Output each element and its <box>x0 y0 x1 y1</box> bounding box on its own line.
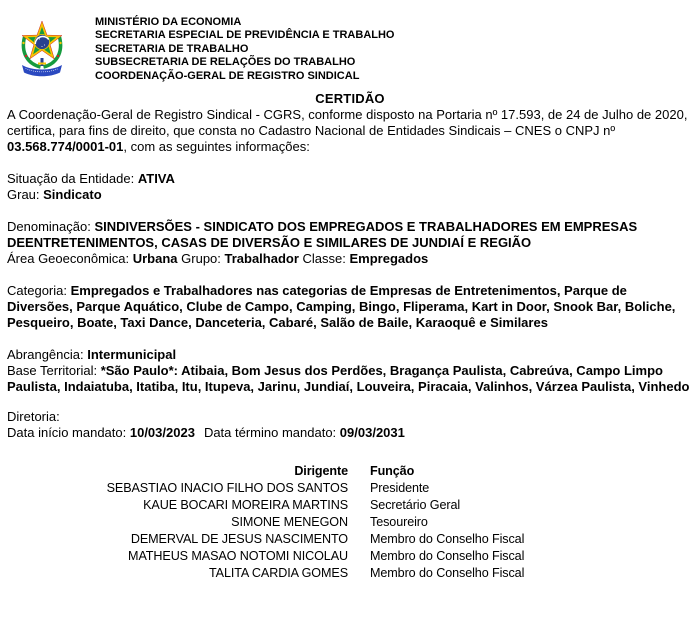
denominacao-label: Denominação: <box>7 219 95 235</box>
column-header-dirigente: Dirigente <box>294 464 348 479</box>
entity-status-block <box>7 171 693 203</box>
categoria-label: Categoria: <box>7 283 71 299</box>
dirigente-name: SIMONE MENEGON <box>231 515 348 530</box>
mandato-termino-value: 09/03/2031 <box>339 425 405 441</box>
base-territorial-value: *São Paulo*: Atibaia, Bom Jesus dos Perdões, Bragança Paulista, Cabreúva, Campo Limpo Paulista, Indaiatuba, Itatiba, Itu, Itupeva, Jarinu, Jundiaí, Louveira, Piracaia, Valinhos, Várzea Paulista, Vinhedo <box>7 363 690 395</box>
dirigente-role: Secretário Geral <box>370 498 461 513</box>
dirigente-role: Membro do Conselho Fiscal <box>370 532 525 547</box>
dirigente-name: TALITA CARDIA GOMES <box>209 566 348 581</box>
grau-label: Grau: <box>7 187 44 203</box>
mandate-dates-row <box>7 425 693 441</box>
situacao-label: Situação da Entidade: <box>7 171 138 187</box>
ministry-line-1: MINISTÉRIO DA ECONOMIA <box>95 16 242 28</box>
cnpj-value: 03.568.774/0001-01 <box>7 139 124 155</box>
dirigente-role: Membro do Conselho Fiscal <box>370 549 525 564</box>
intro-paragraph <box>7 107 693 155</box>
ministry-line-5: COORDENAÇÃO-GERAL DE REGISTRO SINDICAL <box>95 69 360 82</box>
dirigente-name: SEBASTIAO INACIO FILHO DOS SANTOS <box>106 481 348 496</box>
categoria-row <box>7 283 693 331</box>
categoria-value: Empregados e Trabalhadores nas categorias de Empresas de Entretenimentos, Parque de Diversões, Parque Aquático, Clube de Campo, Camping, Bingo, Fliperama, Kart in Door, Snook Bar, Boliche, Pesqueiro, Boate, Taxi Dance, Danceteria, Cabaré, Salão de Baile, Karaoquê e Similares <box>7 283 676 331</box>
grau-row <box>7 187 693 203</box>
dirigente-name: MATHEUS MASAO NOTOMI NICOLAU <box>128 549 348 564</box>
board-table-header <box>7 463 693 480</box>
base-territorial-label: Base Territorial: <box>7 363 101 379</box>
base-territorial-row <box>7 363 693 395</box>
dirigente-name: KAUE BOCARI MOREIRA MARTINS <box>143 498 348 513</box>
classe-value: Empregados <box>349 251 429 267</box>
ministry-title-block <box>95 14 394 83</box>
classe-label: Classe: <box>298 251 350 267</box>
document-header <box>0 0 700 83</box>
denomination-block <box>7 219 693 267</box>
coverage-block <box>7 347 693 395</box>
abrangencia-row <box>7 347 693 363</box>
abrangencia-value: Intermunicipal <box>87 347 177 363</box>
abrangencia-label: Abrangência: <box>7 347 88 363</box>
grupo-value: Trabalhador <box>224 251 299 267</box>
mandato-inicio-value: 10/03/2023 <box>129 425 195 441</box>
column-header-funcao: Função <box>370 464 415 479</box>
category-block <box>7 283 693 331</box>
board-block <box>7 409 693 441</box>
ministry-line-2: SECRETARIA ESPECIAL DE PREVIDÊNCIA E TRABALHO <box>95 29 395 42</box>
ministry-line-4: SUBSECRETARIA DE RELAÇÕES DO TRABALHO <box>95 56 356 69</box>
dirigente-name: DEMERVAL DE JESUS NASCIMENTO <box>130 532 348 547</box>
situacao-value: ATIVA <box>137 171 175 187</box>
intro-text-part1: A Coordenação-Geral de Registro Sindical - CGRS, conforme disposto na Portaria nº 17.593, de 24 de Julho de 2020, certifica, para fins de direito, que consta no Cadastro Nacional de Entidades Sindicais – CNES o CNPJ nº <box>7 107 688 139</box>
intro-text-part2: , com as seguintes informações: <box>123 139 310 155</box>
mandato-inicio-label: Data início mandato: <box>7 425 130 441</box>
brazil-coat-of-arms-icon <box>18 14 66 78</box>
dirigente-role: Tesoureiro <box>370 515 428 530</box>
area-value: Urbana <box>132 251 178 267</box>
table-row <box>7 548 693 565</box>
mandato-termino-label: Data término mandato: <box>203 425 340 441</box>
area-grupo-classe-row <box>7 251 693 267</box>
certificate-body <box>0 107 700 582</box>
situacao-row <box>7 171 693 187</box>
board-members-table <box>7 463 693 582</box>
table-row <box>7 480 693 497</box>
grau-value: Sindicato <box>43 187 102 203</box>
denominacao-value: SINDIVERSÕES - SINDICATO DOS EMPREGADOS E TRABALHADORES EM EMPRESAS DEENTRETENIMENTOS, CASAS DE DIVERSÃO E SIMILARES DE JUNDIAÍ E REGIÃO <box>7 219 638 251</box>
table-row <box>7 497 693 514</box>
diretoria-heading: Diretoria: <box>7 409 60 425</box>
grupo-label: Grupo: <box>177 251 225 267</box>
table-row <box>7 531 693 548</box>
area-label: Área Geoeconômica: <box>7 251 133 267</box>
dirigente-role: Presidente <box>370 481 430 496</box>
certificate-title: CERTIDÃO <box>315 91 385 107</box>
dirigente-role: Membro do Conselho Fiscal <box>370 566 525 581</box>
denominacao-row <box>7 219 693 251</box>
table-row <box>7 514 693 531</box>
ministry-line-3: SECRETARIA DE TRABALHO <box>95 42 249 55</box>
table-row <box>7 565 693 582</box>
